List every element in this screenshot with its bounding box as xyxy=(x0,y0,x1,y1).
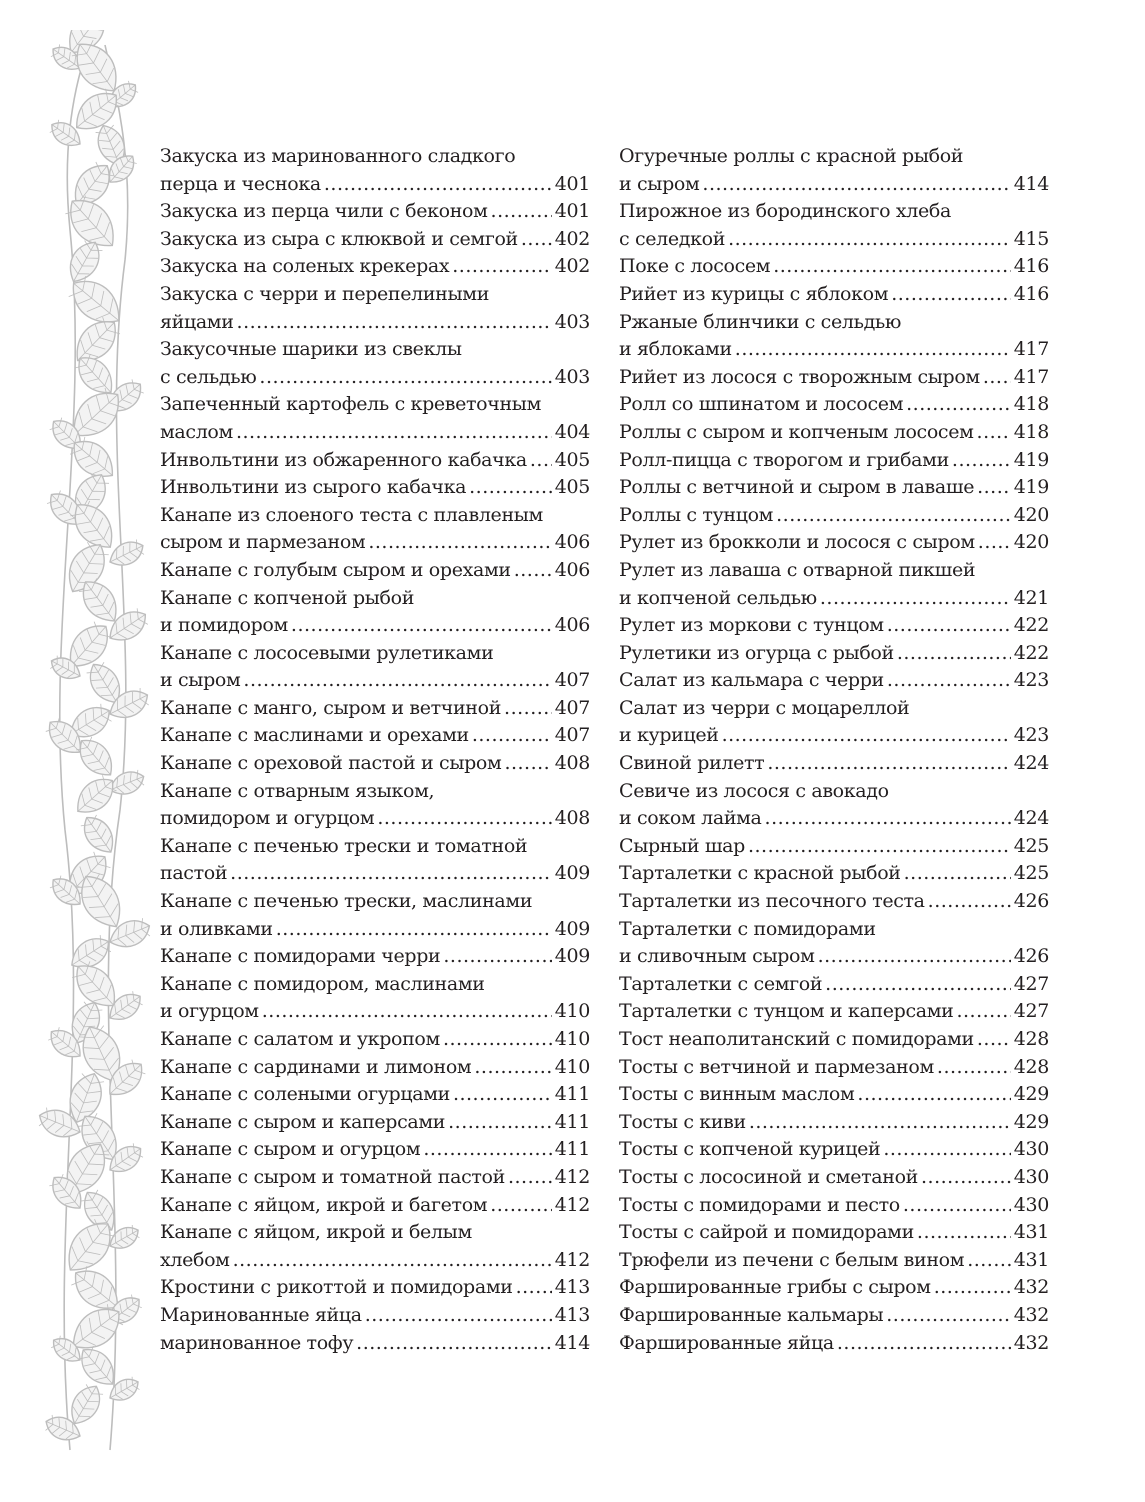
dot-leader xyxy=(887,612,1011,640)
dot-leader xyxy=(356,1330,552,1358)
toc-page-number: 422 xyxy=(1013,641,1049,664)
dot-leader xyxy=(504,695,552,723)
toc-entry-title: Тосты с лососиной и сметаной xyxy=(619,1165,918,1188)
toc-entry xyxy=(619,888,1049,916)
toc-entry xyxy=(619,1164,1049,1192)
toc-entry-title: Поке с лососем xyxy=(619,255,771,278)
dot-leader xyxy=(767,750,1010,778)
toc-page-number: 418 xyxy=(1013,420,1049,443)
toc-entry-title: Канапе с сыром и каперсами xyxy=(160,1110,446,1133)
toc-entry xyxy=(160,143,590,198)
dot-leader xyxy=(952,447,1011,475)
dot-leader xyxy=(977,1026,1011,1054)
dot-leader xyxy=(765,805,1011,833)
dot-leader xyxy=(887,667,1011,695)
toc-entry xyxy=(160,1164,590,1192)
toc-entry-title: Свиной рилетт xyxy=(619,752,765,775)
toc-page-number: 422 xyxy=(1013,614,1049,637)
dot-leader xyxy=(443,943,551,971)
toc-column-right xyxy=(619,143,1049,1357)
toc-page-number: 417 xyxy=(1013,338,1049,361)
toc-entry xyxy=(160,1302,590,1330)
toc-page-number: 429 xyxy=(1013,1110,1049,1133)
toc-entry-title: Салат из кальмара с черри xyxy=(619,669,884,692)
dot-leader xyxy=(921,1164,1011,1192)
toc-entry-title: Канапе с сыром и томатной пастой xyxy=(160,1165,505,1188)
toc-entry xyxy=(160,281,590,336)
toc-page-number: 414 xyxy=(554,1331,590,1354)
toc-entry-title: и огурцом xyxy=(160,1000,259,1023)
toc-entry-title: Тарталетки с тунцом и каперсами xyxy=(619,1000,954,1023)
toc-entry xyxy=(619,281,1049,309)
dot-leader xyxy=(897,640,1011,668)
toc-page-number: 423 xyxy=(1013,669,1049,692)
toc-page-number: 407 xyxy=(554,724,590,747)
toc-entry-title: и оливками xyxy=(160,917,273,940)
dot-leader xyxy=(365,1302,552,1330)
toc-page-number: 410 xyxy=(554,1028,590,1050)
toc-entry-title: Маринованные яйца xyxy=(160,1303,362,1326)
toc-entry-title: Канапе с помидором, маслинами xyxy=(160,972,485,995)
toc-entry-title: Канапе с копченой рыбой xyxy=(160,586,415,609)
toc-entry xyxy=(160,226,590,254)
toc-entry xyxy=(160,585,590,640)
toc-entry-title: Канапе с помидорами черри xyxy=(160,945,441,968)
dot-leader xyxy=(243,667,551,695)
dot-leader xyxy=(472,722,552,750)
dot-leader xyxy=(917,1219,1011,1247)
toc-entry-title: Пирожное из бородинского хлеба xyxy=(619,200,951,223)
dot-leader xyxy=(504,750,551,778)
toc-page-number: 409 xyxy=(554,945,590,968)
toc-entry-title: Тарталетки с семгой xyxy=(619,972,823,995)
toc-page-number: 419 xyxy=(1013,476,1049,499)
toc-entry-title: Рулетики из огурца с рыбой xyxy=(619,641,894,664)
dot-leader xyxy=(368,529,551,557)
toc-entry-title: Роллы с ветчиной и сыром в лаваше xyxy=(619,476,975,499)
toc-page-number: 401 xyxy=(554,200,590,223)
toc-entry xyxy=(619,391,1049,419)
toc-entry-title: Рулет из брокколи и лосося с сыром xyxy=(619,531,975,554)
toc-page-number: 409 xyxy=(554,917,590,940)
toc-entry xyxy=(619,860,1049,888)
toc-page-number: 404 xyxy=(554,420,590,443)
toc-page-number: 427 xyxy=(1013,1000,1049,1023)
dot-leader xyxy=(324,171,552,199)
dot-leader xyxy=(937,1054,1011,1082)
toc-entry-title: Тосты с помидорами и песто xyxy=(619,1193,900,1216)
toc-entry-title: пастой xyxy=(160,862,228,885)
toc-entry-title: Канапе с яйцом, икрой и багетом xyxy=(160,1193,488,1216)
toc-entry-title: Фаршированные кальмары xyxy=(619,1303,884,1326)
dot-leader xyxy=(448,1109,552,1137)
dot-leader xyxy=(514,557,552,585)
toc-page-number: 409 xyxy=(554,862,590,885)
toc-page-number: 402 xyxy=(554,227,590,250)
dot-leader xyxy=(825,971,1011,999)
toc-entry xyxy=(160,253,590,281)
toc-entry-title: Закуска из маринованного сладкого xyxy=(160,145,516,167)
toc-page-number: 412 xyxy=(554,1248,590,1271)
toc-entry-title: и сыром xyxy=(619,172,700,195)
toc-entry-title: и помидором xyxy=(160,614,288,637)
dot-leader xyxy=(452,253,552,281)
toc-entry-title: Закуска на соленых крекерах xyxy=(160,255,450,278)
toc-page-number: 416 xyxy=(1013,255,1049,278)
toc-entry xyxy=(160,557,590,585)
toc-entry xyxy=(619,419,1049,447)
dot-leader xyxy=(983,364,1011,392)
toc-page-number: 406 xyxy=(554,614,590,637)
toc-page-number: 430 xyxy=(1013,1138,1049,1161)
dot-leader xyxy=(776,502,1011,530)
toc-page-number: 432 xyxy=(1013,1331,1049,1354)
toc-entry-title: Ролл-пицца с творогом и грибами xyxy=(619,448,949,471)
toc-entry xyxy=(160,336,590,391)
toc-page-number: 412 xyxy=(554,1165,590,1188)
toc-entry xyxy=(160,888,590,943)
toc-page-number: 432 xyxy=(1013,1276,1049,1299)
toc-entry xyxy=(619,1136,1049,1164)
toc-entry xyxy=(160,1054,590,1082)
toc-entry xyxy=(619,1054,1049,1082)
toc-page-number: 405 xyxy=(554,476,590,499)
dot-leader xyxy=(516,1274,552,1302)
toc-entry xyxy=(619,529,1049,557)
toc-page-number: 429 xyxy=(1013,1083,1049,1106)
toc-entry xyxy=(619,1109,1049,1137)
toc-entry-title: Канапе с солеными огурцами xyxy=(160,1083,450,1106)
dot-leader xyxy=(735,336,1011,364)
toc-entry xyxy=(619,502,1049,530)
toc-entry-title: Тарталетки из песочного теста xyxy=(619,890,925,913)
toc-entry xyxy=(619,1192,1049,1220)
dot-leader xyxy=(259,364,551,392)
dot-leader xyxy=(469,474,552,502)
toc-entry-title: Канапе с сыром и огурцом xyxy=(160,1138,421,1161)
dot-leader xyxy=(237,309,552,337)
toc-entry-title: Закуска с черри и перепелиными xyxy=(160,282,490,305)
toc-column-left xyxy=(160,143,590,1357)
toc-entry xyxy=(160,833,590,888)
toc-page-number: 428 xyxy=(1013,1028,1049,1050)
toc-entry xyxy=(619,198,1049,253)
toc-entry xyxy=(619,1219,1049,1247)
toc-entry xyxy=(619,971,1049,999)
toc-entry xyxy=(619,474,1049,502)
toc-entry-title: Канапе с ореховой пастой и сыром xyxy=(160,752,502,775)
toc-entry-title: перца и чеснока xyxy=(160,172,321,195)
toc-entry xyxy=(160,722,590,750)
toc-entry xyxy=(160,750,590,778)
toc-page-number: 408 xyxy=(554,807,590,830)
toc-entry-title: Трюфели из печени с белым вином xyxy=(619,1248,965,1271)
dot-leader xyxy=(233,1247,552,1275)
toc-page-number: 420 xyxy=(1013,531,1049,554)
toc-entry-title: с сельдью xyxy=(160,365,257,388)
toc-page-number: 411 xyxy=(554,1110,590,1133)
toc-entry-title: Рулет из лаваша с отварной пикшей xyxy=(619,558,976,581)
toc-entry xyxy=(619,1330,1049,1358)
toc-entry-title: Канапе с яйцом, икрой и белым xyxy=(160,1221,472,1244)
toc-entry xyxy=(619,750,1049,778)
toc-page-number: 411 xyxy=(554,1083,590,1106)
toc-entry xyxy=(619,695,1049,750)
toc-page-number: 410 xyxy=(554,1000,590,1023)
dot-leader xyxy=(886,1302,1011,1330)
toc-entry xyxy=(160,1136,590,1164)
toc-entry-title: Тосты с киви xyxy=(619,1110,746,1133)
dot-leader xyxy=(891,281,1011,309)
dot-leader xyxy=(904,860,1011,888)
dot-leader xyxy=(773,253,1011,281)
toc-page-number: 423 xyxy=(1013,724,1049,747)
toc-entry xyxy=(619,833,1049,861)
toc-entry xyxy=(160,474,590,502)
toc-entry xyxy=(160,1219,590,1274)
dot-leader xyxy=(977,419,1011,447)
toc-entry-title: хлебом xyxy=(160,1248,230,1271)
toc-entry-title: Кростини с рикоттой и помидорами xyxy=(160,1276,513,1299)
dot-leader xyxy=(276,916,552,944)
toc-entry-title: помидором и огурцом xyxy=(160,807,375,830)
toc-page-number: 413 xyxy=(554,1276,590,1299)
toc-entry xyxy=(160,1109,590,1137)
toc-page-number: 424 xyxy=(1013,807,1049,830)
dot-leader xyxy=(521,226,552,254)
toc-entry-title: Канапе с сардинами и лимоном xyxy=(160,1055,472,1078)
toc-page-number: 430 xyxy=(1013,1165,1049,1188)
toc-entry xyxy=(619,667,1049,695)
toc-entry xyxy=(160,1026,590,1054)
toc-entry xyxy=(160,778,590,833)
toc-entry-title: Салат из черри с моцареллой xyxy=(619,696,910,719)
toc-page-number: 418 xyxy=(1013,393,1049,416)
toc-entry xyxy=(160,943,590,971)
toc-entry-title: яйцами xyxy=(160,310,234,333)
toc-entry-title: Закуска из перца чили с беконом xyxy=(160,200,488,223)
toc-entry-title: Тарталетки с помидорами xyxy=(619,917,876,940)
toc-page-number: 426 xyxy=(1013,945,1049,968)
toc-page-number: 428 xyxy=(1013,1055,1049,1078)
toc-entry-title: Тосты с винным маслом xyxy=(619,1083,855,1106)
toc-entry xyxy=(619,1302,1049,1330)
toc-entry xyxy=(619,557,1049,612)
toc-page-number: 427 xyxy=(1013,972,1049,995)
toc-page-number: 406 xyxy=(554,558,590,581)
toc-page-number: 426 xyxy=(1013,890,1049,913)
toc-entry-title: и соком лайма xyxy=(619,807,762,830)
toc-page-number: 403 xyxy=(554,365,590,388)
toc-entry xyxy=(619,364,1049,392)
toc-entry-title: с селедкой xyxy=(619,227,726,250)
dot-leader xyxy=(820,585,1011,613)
toc-entry-title: Огуречные роллы с красной рыбой xyxy=(619,145,964,167)
toc-page-number: 411 xyxy=(554,1138,590,1161)
toc-entry xyxy=(619,612,1049,640)
leaf-ornament-border xyxy=(30,30,160,1470)
toc-entry-title: Канапе с манго, сыром и ветчиной xyxy=(160,696,502,719)
toc-entry xyxy=(160,1081,590,1109)
toc-page-number: 421 xyxy=(1013,586,1049,609)
toc-entry-title: Тарталетки с красной рыбой xyxy=(619,862,901,885)
toc-entry-title: Ролл со шпинатом и лососем xyxy=(619,393,904,416)
toc-entry xyxy=(160,502,590,557)
toc-entry xyxy=(160,1330,590,1358)
toc-entry-title: Рийет из лосося с творожным сыром xyxy=(619,365,980,388)
dot-leader xyxy=(443,1026,552,1054)
toc-entry-title: Канапе с голубым сыром и орехами xyxy=(160,558,511,581)
toc-entry xyxy=(619,998,1049,1026)
toc-page-number: 405 xyxy=(554,448,590,471)
toc-entry-title: Севиче из лосося с авокадо xyxy=(619,779,889,802)
toc-page-number: 401 xyxy=(554,172,590,195)
toc-entry xyxy=(619,143,1049,198)
toc-entry xyxy=(619,1274,1049,1302)
dot-leader xyxy=(508,1164,552,1192)
dot-leader xyxy=(837,1330,1011,1358)
toc-page-number: 424 xyxy=(1013,752,1049,775)
toc-entry-title: Канапе с маслинами и орехами xyxy=(160,724,469,747)
toc-entry-title: Канапе из слоеного теста с плавленым xyxy=(160,503,543,526)
toc-entry-title: Рийет из курицы с яблоком xyxy=(619,282,889,305)
dot-leader xyxy=(883,1136,1010,1164)
toc-page-number: 414 xyxy=(1013,172,1049,195)
dot-leader xyxy=(967,1247,1011,1275)
dot-leader xyxy=(491,198,552,226)
toc-entry-title: Инвольтини из сырого кабачка xyxy=(160,476,467,499)
toc-entry xyxy=(160,1274,590,1302)
toc-entry xyxy=(619,640,1049,668)
toc-entry-title: Фаршированные яйца xyxy=(619,1331,834,1354)
toc-entry-title: Тосты с ветчиной и пармезаном xyxy=(619,1055,934,1078)
toc-entry-title: и яблоками xyxy=(619,338,732,361)
toc-entry-title: Фаршированные грибы с сыром xyxy=(619,1276,931,1299)
dot-leader xyxy=(377,805,551,833)
toc-entry-title: Сырный шар xyxy=(619,834,745,857)
toc-entry xyxy=(160,695,590,723)
toc-page-number: 410 xyxy=(554,1055,590,1078)
toc-entry xyxy=(160,198,590,226)
toc-page-number: 431 xyxy=(1013,1248,1049,1271)
dot-leader xyxy=(906,391,1011,419)
toc-page-number: 407 xyxy=(554,669,590,692)
toc-entry-title: Канапе с салатом и укропом xyxy=(160,1028,440,1050)
dot-leader xyxy=(474,1054,551,1082)
toc-page-number: 408 xyxy=(554,752,590,775)
toc-entry-title: Канапе с лососевыми рулетиками xyxy=(160,641,494,664)
toc-entry-title: Рулет из моркови с тунцом xyxy=(619,614,884,637)
toc-page-number: 419 xyxy=(1013,448,1049,471)
dot-leader xyxy=(291,612,552,640)
toc-entry xyxy=(160,640,590,695)
dot-leader xyxy=(956,998,1010,1026)
toc-entry xyxy=(619,1081,1049,1109)
toc-page-number: 432 xyxy=(1013,1303,1049,1326)
toc-entry xyxy=(619,778,1049,833)
toc-entry xyxy=(619,447,1049,475)
toc-page-number: 403 xyxy=(554,310,590,333)
toc-entry-title: сыром и пармезаном xyxy=(160,531,366,554)
toc-entry xyxy=(619,309,1049,364)
toc-page-number: 420 xyxy=(1013,503,1049,526)
toc-page-number: 425 xyxy=(1013,834,1049,857)
toc-entry-title: Канапе с печенью трески, маслинами xyxy=(160,890,533,913)
dot-leader xyxy=(262,998,552,1026)
toc-entry-title: Закусочные шарики из свеклы xyxy=(160,338,462,361)
toc-entry-title: Роллы с сыром и копченым лососем xyxy=(619,420,974,443)
toc-entry-title: Канапе с печенью трески и томатной xyxy=(160,834,528,857)
toc-entry-title: Инвольтини из обжаренного кабачка xyxy=(160,448,527,471)
toc-entry-title: маринованное тофу xyxy=(160,1331,354,1354)
toc-entry xyxy=(619,916,1049,971)
dot-leader xyxy=(728,226,1011,254)
toc-entry xyxy=(160,971,590,1026)
toc-page-number: 430 xyxy=(1013,1193,1049,1216)
toc-entry-title: Канапе с отварным языком, xyxy=(160,779,435,802)
toc-page-number: 413 xyxy=(554,1303,590,1326)
toc-entry-title: Тост неаполитанский с помидорами xyxy=(619,1028,974,1050)
dot-leader xyxy=(934,1274,1011,1302)
toc-entry-title: и сыром xyxy=(160,669,241,692)
toc-entry-title: Ржаные блинчики с сельдью xyxy=(619,310,902,333)
toc-entry xyxy=(619,1026,1049,1054)
toc-entry-title: и копченой сельдью xyxy=(619,586,817,609)
dot-leader xyxy=(722,722,1011,750)
dot-leader xyxy=(903,1192,1011,1220)
dot-leader xyxy=(530,447,552,475)
dot-leader xyxy=(423,1136,551,1164)
toc-page-number: 431 xyxy=(1013,1221,1049,1244)
toc-entry-title: Запеченный картофель с креветочным xyxy=(160,393,541,416)
dot-leader xyxy=(857,1081,1010,1109)
toc-page-number: 402 xyxy=(554,255,590,278)
dot-leader xyxy=(818,943,1011,971)
dot-leader xyxy=(236,419,552,447)
toc-page-number: 406 xyxy=(554,531,590,554)
toc-entry-title: Закуска из сыра с клюквой и семгой xyxy=(160,227,518,250)
toc-entry-title: Тосты с сайрой и помидорами xyxy=(619,1221,914,1244)
toc-page-number: 412 xyxy=(554,1193,590,1216)
toc-entry-title: маслом xyxy=(160,420,233,443)
toc-entry xyxy=(619,253,1049,281)
dot-leader xyxy=(230,860,552,888)
toc-entry-title: Роллы с тунцом xyxy=(619,503,774,526)
dot-leader xyxy=(977,474,1011,502)
toc-page-number: 417 xyxy=(1013,365,1049,388)
dot-leader xyxy=(928,888,1011,916)
toc-page-number: 425 xyxy=(1013,862,1049,885)
toc-page-number: 415 xyxy=(1013,227,1049,250)
toc-entry xyxy=(160,1192,590,1220)
toc-entry xyxy=(160,391,590,446)
toc-entry-title: Тосты с копченой курицей xyxy=(619,1138,881,1161)
dot-leader xyxy=(978,529,1011,557)
dot-leader xyxy=(453,1081,552,1109)
dot-leader xyxy=(748,833,1011,861)
dot-leader xyxy=(490,1192,552,1220)
toc-page-number: 407 xyxy=(554,696,590,719)
toc-entry xyxy=(160,447,590,475)
toc-entry-title: и курицей xyxy=(619,724,719,747)
dot-leader xyxy=(702,171,1010,199)
toc-entry-title: и сливочным сыром xyxy=(619,945,815,968)
dot-leader xyxy=(749,1109,1011,1137)
toc-page-number: 416 xyxy=(1013,282,1049,305)
toc-entry xyxy=(619,1247,1049,1275)
